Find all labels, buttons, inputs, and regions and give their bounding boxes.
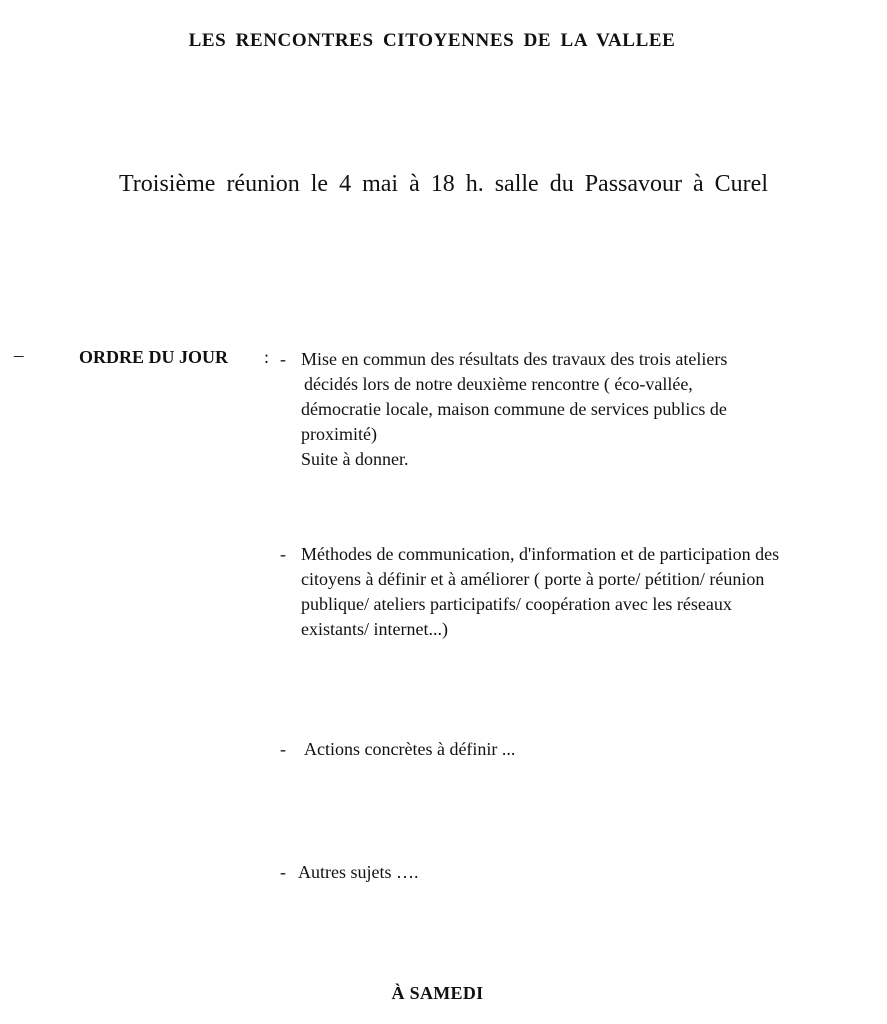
agenda-item-line: décidés lors de notre deuxième rencontre ( éco-vallée, <box>304 374 693 394</box>
document-title: LES RENCONTRES CITOYENNES DE LA VALLEE <box>188 30 676 51</box>
agenda-item-line: Suite à donner. <box>301 449 409 469</box>
agenda-item-line: publique/ ateliers participatifs/ coopération avec les réseaux <box>301 594 732 614</box>
agenda-item <box>280 347 875 472</box>
agenda-item-line: Autres sujets …. <box>298 862 419 882</box>
agenda-label: ORDRE DU JOUR <box>79 347 229 367</box>
agenda-item-bullet: - <box>280 349 286 369</box>
agenda-item <box>280 737 875 762</box>
agenda-item-line: Actions concrètes à définir ... <box>304 739 516 759</box>
agenda-item-line: citoyens à définir et à améliorer ( porte à porte/ pétition/ réunion <box>301 569 765 589</box>
agenda-item-line: existants/ internet...) <box>301 619 448 639</box>
agenda-item-line: démocratie locale, maison commune de services publics de <box>301 399 727 419</box>
agenda-item <box>280 860 875 885</box>
agenda-item-text <box>301 542 875 642</box>
agenda-dash: – <box>14 345 24 366</box>
agenda-item <box>280 542 875 642</box>
agenda-colon: : <box>264 347 270 367</box>
meeting-announcement: Troisième réunion le 4 mai à 18 h. salle du Passavour à Curel <box>118 171 768 197</box>
agenda-item-text <box>298 860 875 885</box>
agenda-item-bullet: - <box>280 862 286 882</box>
agenda-item-line: Méthodes de communication, d'information et de participation des <box>301 544 780 564</box>
agenda-item-text <box>301 347 875 472</box>
agenda-item-line: Mise en commun des résultats des travaux des trois ateliers <box>301 349 728 369</box>
agenda-item-line: proximité) <box>301 424 377 444</box>
agenda-item-text <box>301 737 875 762</box>
agenda-item-bullet: - <box>280 739 286 759</box>
agenda-item-bullet: - <box>280 544 286 564</box>
closing-line: À SAMEDI <box>391 983 484 1003</box>
